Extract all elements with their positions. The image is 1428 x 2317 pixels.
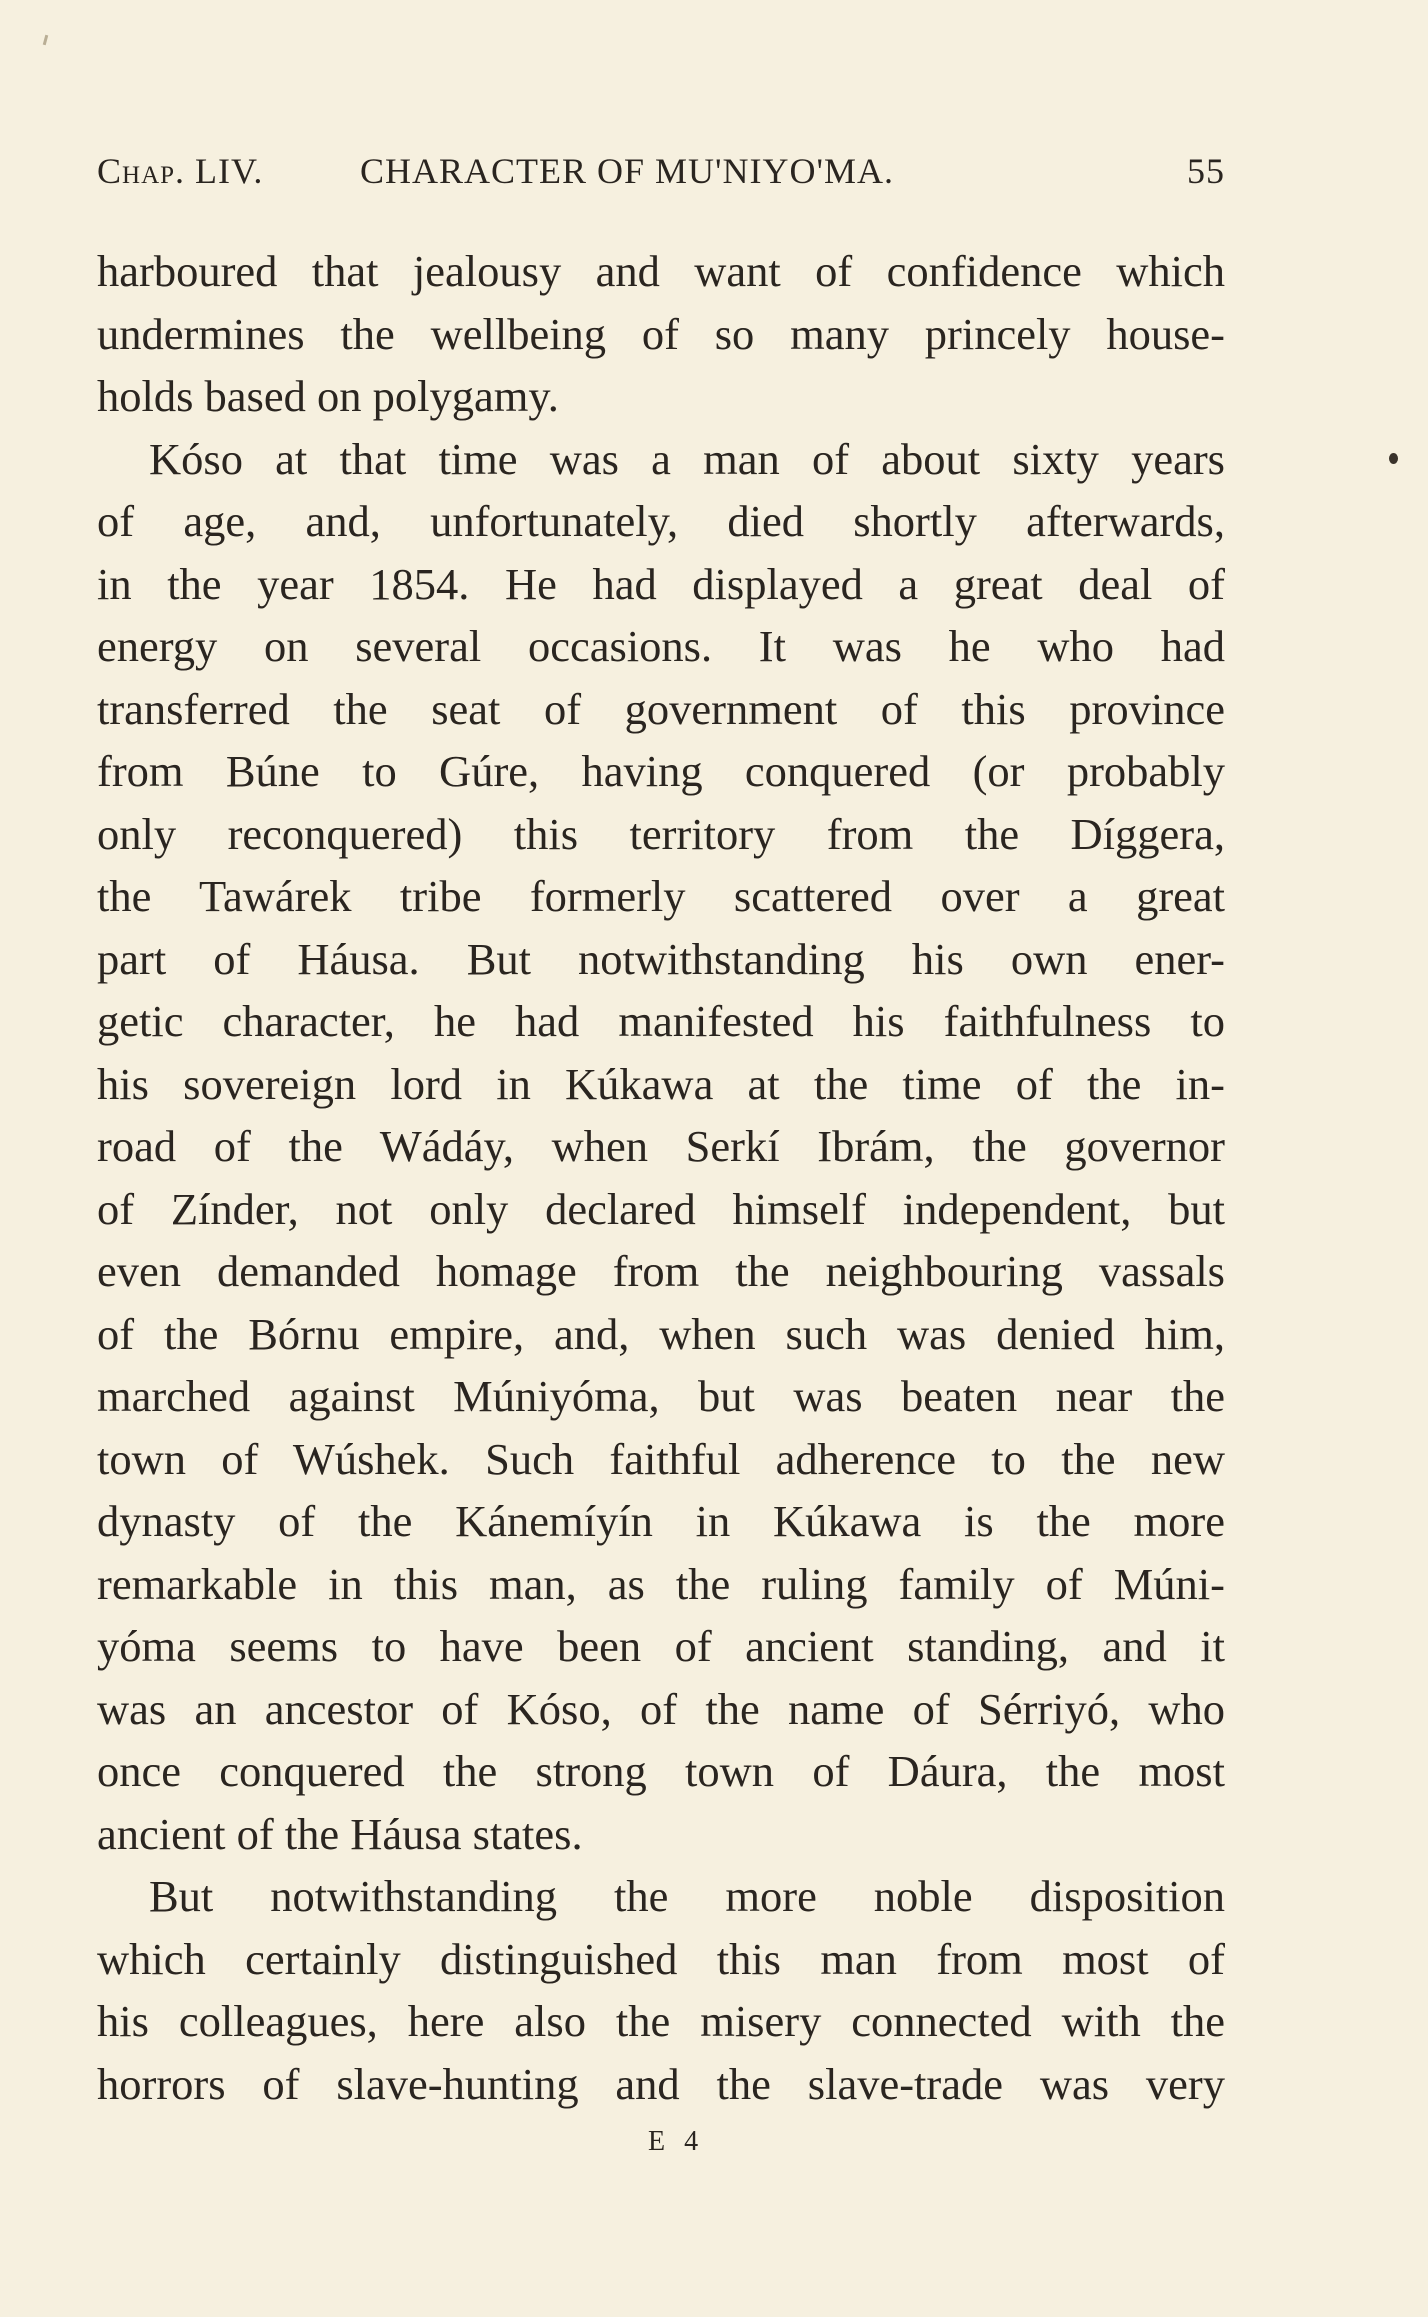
running-header — [97, 150, 1225, 200]
text-line: of age, and, unfortunately, died shortly afterwards, — [97, 496, 1225, 546]
text-line: even demanded homage from the neighbouring vassals — [97, 1246, 1225, 1296]
text-line: Kóso at that time was a man of about sixty years — [149, 433, 1225, 484]
text-line: dynasty of the Kánemíyín in Kúkawa is the more — [97, 1496, 1225, 1546]
text-line: in the year 1854. He had displayed a great deal of — [97, 558, 1225, 609]
text-line: his sovereign lord in Kúkawa at the time of the in- — [97, 1058, 1225, 1109]
text-line: of Zínder, not only declared himself independent, but — [97, 1183, 1225, 1234]
text-line: But notwithstanding the more noble disposition — [149, 1871, 1225, 1921]
text-line: which certainly distinguished this man from most of — [97, 1933, 1225, 1984]
margin-mark — [1389, 453, 1398, 464]
text-line: horrors of slave-hunting and the slave-trade was very — [97, 2058, 1225, 2109]
running-title: CHARACTER OF MU'NIYO'MA. — [360, 151, 895, 191]
text-line: harboured that jealousy and want of confidence which — [97, 246, 1225, 296]
paragraph — [97, 240, 1225, 428]
body-text — [97, 240, 1225, 2115]
text-line: town of Wúshek. Such faithful adherence to the new — [97, 1433, 1225, 1484]
text-line: transferred the seat of government of this province — [97, 683, 1225, 734]
text-line: remarkable in this man, as the ruling family of Múni- — [97, 1558, 1225, 1609]
text-line: was an ancestor of Kóso, of the name of Sérriyó, who — [97, 1683, 1225, 1734]
text-line: the Tawárek tribe formerly scattered over a great — [97, 871, 1225, 921]
text-line: holds based on polygamy. — [97, 371, 559, 421]
text-line: his colleagues, here also the misery connected with the — [97, 1996, 1225, 2046]
text-line: undermines the wellbeing of so many princely house- — [97, 308, 1225, 359]
text-line: marched against Múniyóma, but was beaten near the — [97, 1371, 1225, 1421]
text-line: road of the Wádáy, when Serkí Ibrám, the governor — [97, 1121, 1225, 1171]
text-line: of the Bórnu empire, and, when such was denied him, — [97, 1308, 1225, 1359]
signature-mark: E 4 — [648, 2126, 705, 2157]
paper-speck — [43, 35, 48, 45]
text-line: from Búne to Gúre, having conquered (or probably — [97, 746, 1225, 796]
chapter-label: Chap. LIV. — [97, 151, 264, 191]
text-line: once conquered the strong town of Dáura, the most — [97, 1746, 1225, 1796]
text-line: part of Háusa. But notwithstanding his own ener- — [97, 933, 1225, 984]
text-line: yóma seems to have been of ancient standing, and it — [97, 1621, 1225, 1671]
text-line: ancient of the Háusa states. — [97, 1808, 583, 1859]
text-line: only reconquered) this territory from the Díggera, — [97, 808, 1225, 859]
text-line: energy on several occasions. It was he who had — [97, 621, 1225, 671]
paragraph — [97, 1865, 1225, 2115]
paragraph — [97, 428, 1225, 1866]
page-number: 55 — [1187, 151, 1225, 191]
text-line: getic character, he had manifested his faithfulness to — [97, 996, 1225, 1046]
